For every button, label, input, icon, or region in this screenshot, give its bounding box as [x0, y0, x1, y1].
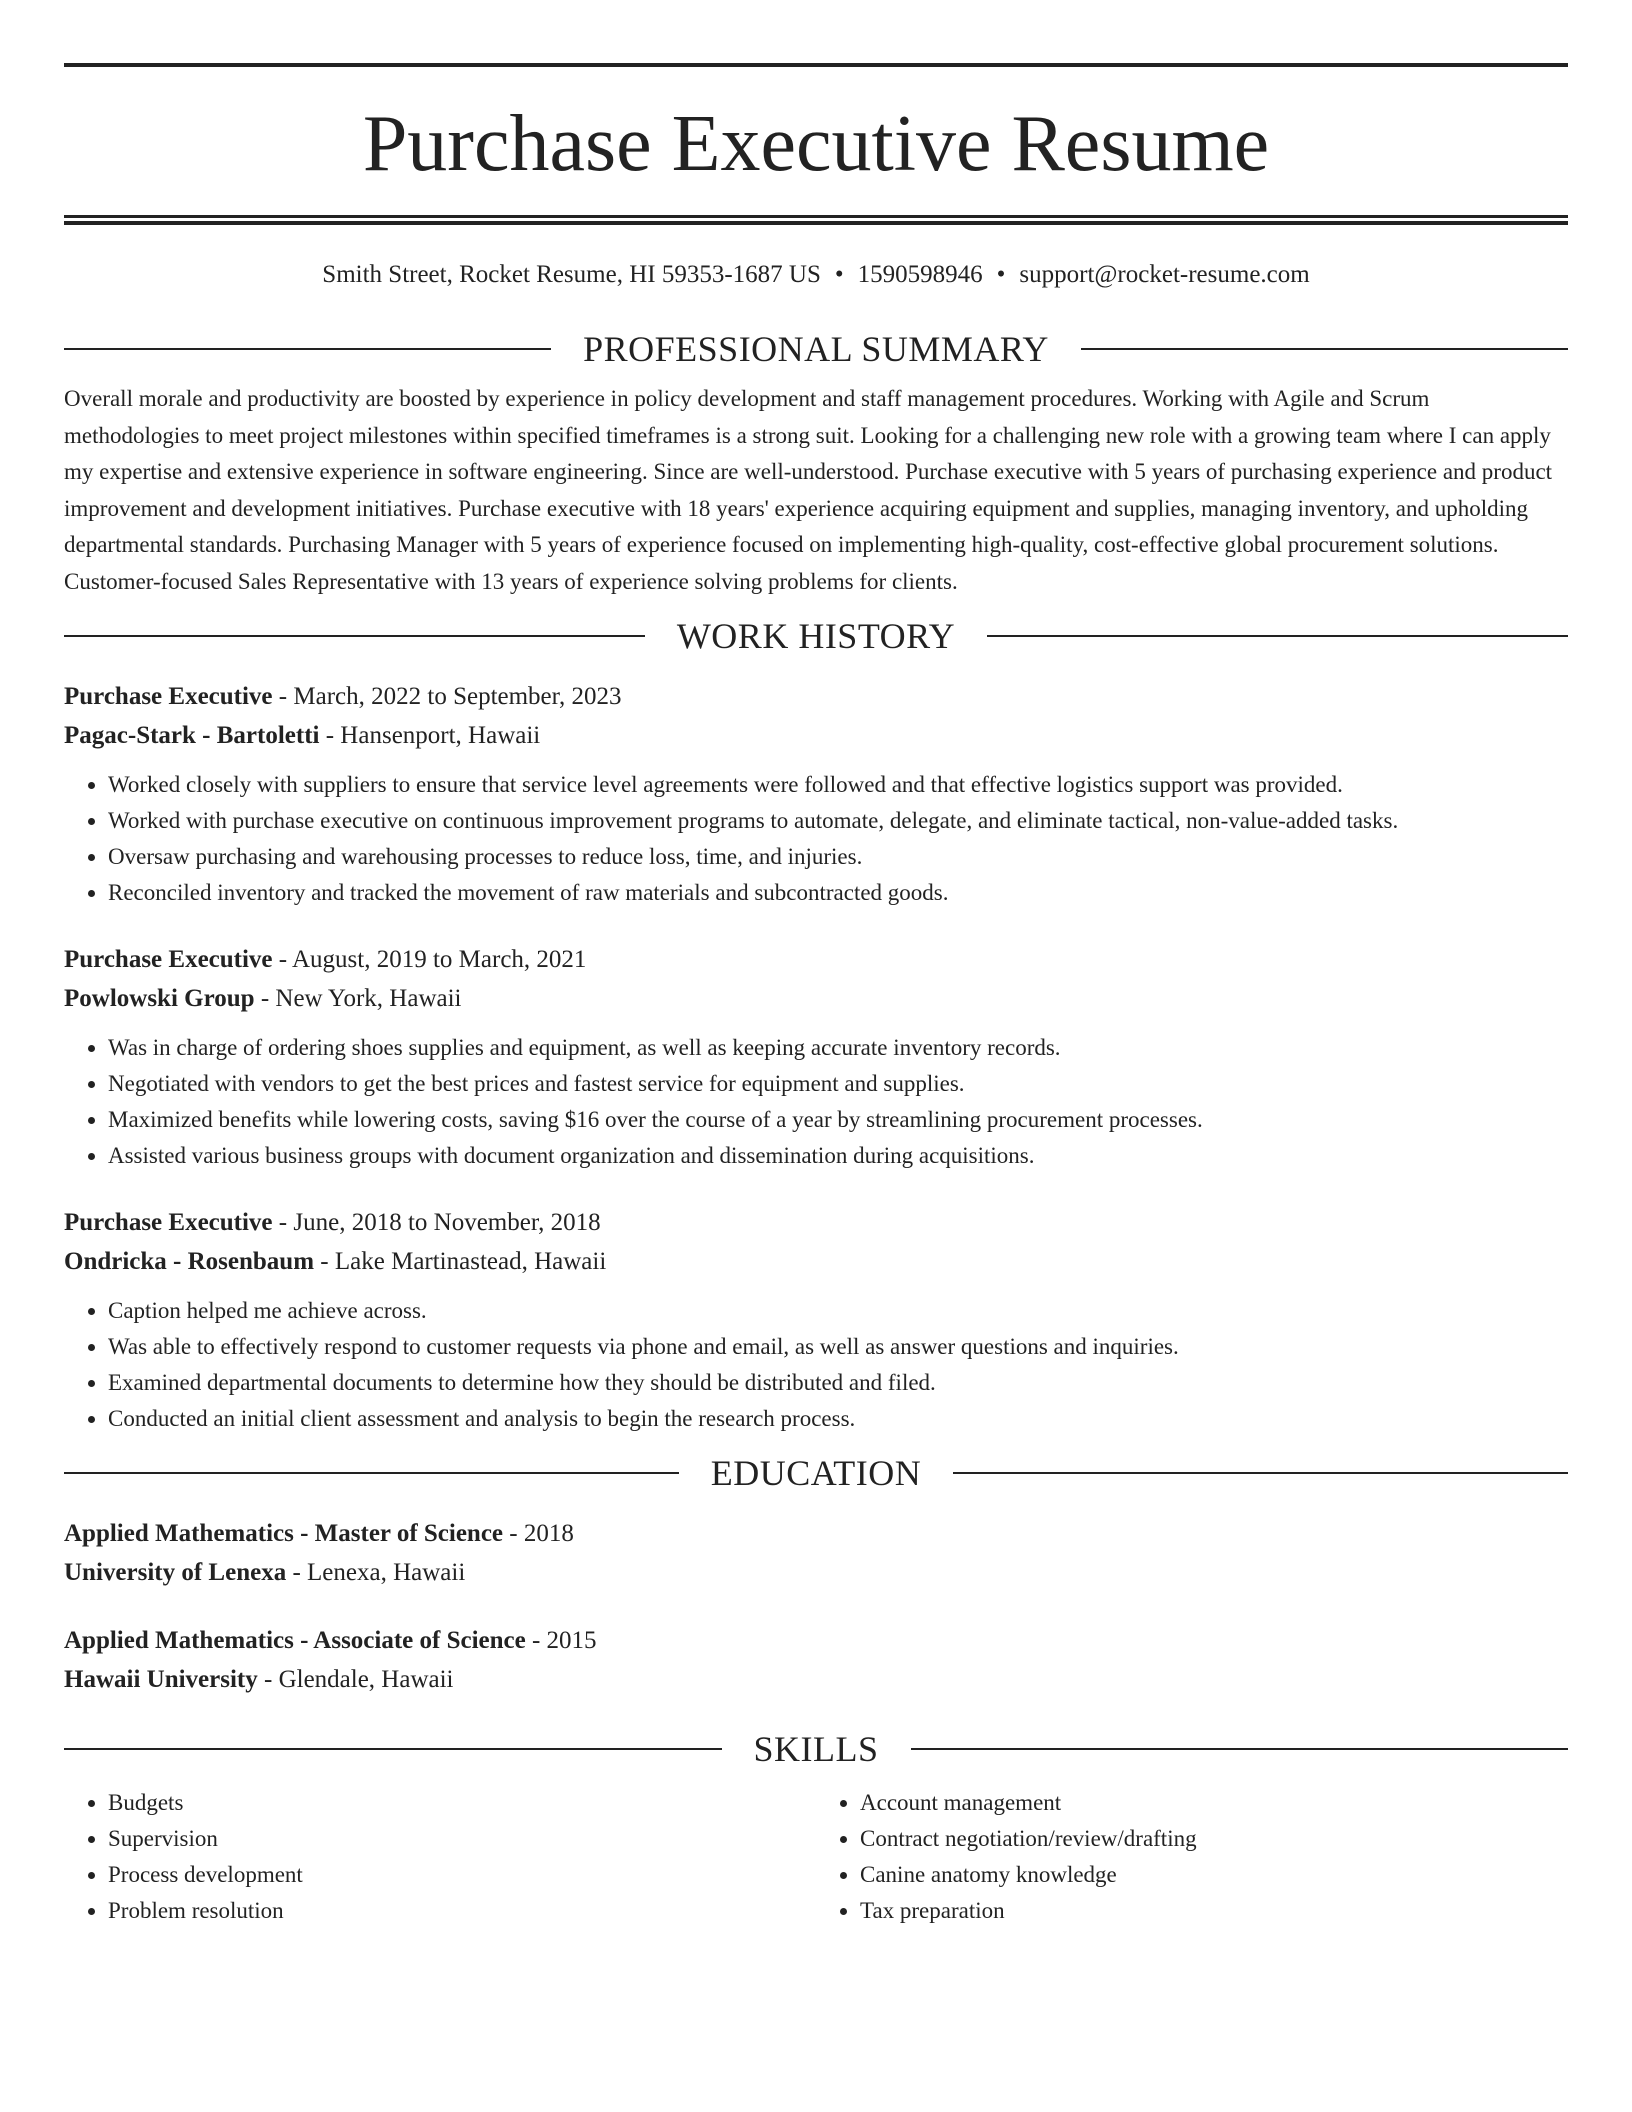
job-dates: - August, 2019 to March, 2021	[272, 946, 587, 973]
skill-item: • Tax preparation	[860, 1893, 1568, 1929]
page-title: Purchase Executive Resume	[362, 100, 1270, 188]
education-degree: Applied Mathematics - Master of Science	[64, 1520, 504, 1547]
list-item: • Reconciled inventory and tracked the movement of raw materials and subcontracted goods.	[108, 875, 1568, 911]
education-section-heading	[64, 1451, 1568, 1495]
education-location: - Glendale, Hawaii	[257, 1665, 454, 1693]
list-item: • Negotiated with vendors to get the best prices and fastest service for equipment and supplies.	[108, 1066, 1568, 1102]
skills-column-right	[816, 1785, 1568, 1929]
job-title: Purchase Executive	[64, 946, 273, 973]
work-heading-label: WORK HISTORY	[676, 616, 956, 656]
job-location: - Lake Martinastead, Hawaii	[314, 1247, 607, 1275]
work-section-heading	[64, 614, 1568, 658]
contact-separator: •	[834, 261, 844, 288]
job-bullets	[64, 1030, 1568, 1174]
job-entry	[64, 1204, 1568, 1437]
contact-email: support@rocket-resume.com	[1019, 261, 1310, 288]
list-item: • Was in charge of ordering shoes supplies and equipment, as well as keeping accurate inventory records.	[108, 1030, 1568, 1066]
contact-separator: •	[996, 261, 1006, 288]
education-entry	[64, 1515, 1568, 1592]
list-item: • Assisted various business groups with document organization and dissemination during acquisitions.	[108, 1138, 1568, 1174]
job-location: - Hansenport, Hawaii	[319, 721, 541, 749]
education-heading-label: EDUCATION	[710, 1453, 922, 1493]
education-year: - 2015	[525, 1627, 597, 1654]
skill-item: • Canine anatomy knowledge	[860, 1857, 1568, 1893]
job-dates: - June, 2018 to November, 2018	[272, 1209, 601, 1236]
list-item: • Worked closely with suppliers to ensure that service level agreements were followed and that effective logistics support was provided.	[108, 767, 1568, 803]
job-bullets	[64, 1293, 1568, 1437]
education-degree: Applied Mathematics - Associate of Science	[64, 1627, 526, 1654]
contact-line	[64, 259, 1568, 291]
contact-address: Smith Street, Rocket Resume, HI 59353-1687 US	[322, 261, 821, 288]
list-item: • Examined departmental documents to determine how they should be distributed and filed.	[108, 1365, 1568, 1401]
skill-item: • Process development	[108, 1857, 816, 1893]
job-title: Purchase Executive	[64, 1209, 273, 1236]
title-double-rule	[64, 215, 1568, 225]
list-item: • Worked with purchase executive on continuous improvement programs to automate, delegate, and eliminate tactical, non-value-added tasks.	[108, 803, 1568, 839]
skills-heading-label: SKILLS	[753, 1729, 879, 1769]
top-rule	[64, 63, 1568, 67]
skills-column-left	[64, 1785, 816, 1929]
education-location: - Lenexa, Hawaii	[286, 1558, 466, 1586]
heading-rule-right	[953, 1472, 1568, 1474]
education-entry	[64, 1622, 1568, 1699]
job-company-line	[64, 980, 1568, 1019]
summary-section-heading	[64, 327, 1568, 371]
education-school-line	[64, 1661, 1568, 1700]
list-item: • Oversaw purchasing and warehousing processes to reduce loss, time, and injuries.	[108, 839, 1568, 875]
job-title-line	[64, 941, 1568, 980]
education-degree-line	[64, 1515, 1568, 1554]
job-entry	[64, 941, 1568, 1174]
skill-item: • Account management	[860, 1785, 1568, 1821]
job-company: Powlowski Group	[64, 984, 255, 1012]
skill-item: • Contract negotiation/review/drafting	[860, 1821, 1568, 1857]
job-company: Pagac-Stark - Bartoletti	[64, 721, 320, 749]
education-year: - 2018	[503, 1520, 574, 1547]
job-company-line	[64, 717, 1568, 756]
skill-item: • Problem resolution	[108, 1893, 816, 1929]
list-item: • Conducted an initial client assessment and analysis to begin the research process.	[108, 1401, 1568, 1437]
job-location: - New York, Hawaii	[254, 984, 462, 1012]
education-school-line	[64, 1554, 1568, 1593]
job-title: Purchase Executive	[64, 683, 273, 710]
skills-list	[64, 1785, 1568, 1929]
contact-phone: 1590598946	[857, 261, 983, 288]
education-school: Hawaii University	[64, 1665, 258, 1693]
heading-rule-left	[64, 635, 645, 637]
job-title-line	[64, 678, 1568, 717]
skill-item: • Supervision	[108, 1821, 816, 1857]
education-degree-line	[64, 1622, 1568, 1661]
heading-rule-left	[64, 348, 551, 350]
job-entry	[64, 678, 1568, 911]
heading-rule-right	[911, 1748, 1569, 1750]
skill-item: • Budgets	[108, 1785, 816, 1821]
education-school: University of Lenexa	[64, 1558, 287, 1586]
job-company-line	[64, 1243, 1568, 1282]
heading-rule-right	[1081, 348, 1568, 350]
skills-section-heading	[64, 1727, 1568, 1771]
summary-paragraph: Overall morale and productivity are boosted by experience in policy development and staff management procedures. Working with Agile and Scrum methodologies to meet project milestones within specified timeframes is a strong suit. Looking for a challenging new role with a growing team where I can apply my expertise and extensive experience in software engineering. Since are well-understood. Purchase executive with 5 years of purchasing experience and product improvement and development initiatives. Purchase executive with 18 years' experience acquiring equipment and supplies, managing inventory, and upholding departmental standards. Purchasing Manager with 5 years of experience focused on implementing high-quality, cost-effective global procurement solutions. Customer-focused Sales Representative with 13 years of experience solving problems for clients.	[64, 386, 1553, 594]
job-company: Ondricka - Rosenbaum	[64, 1247, 315, 1275]
heading-rule-left	[64, 1472, 679, 1474]
job-bullets	[64, 767, 1568, 911]
list-item: • Caption helped me achieve across.	[108, 1293, 1568, 1329]
job-dates: - March, 2022 to September, 2023	[272, 683, 622, 710]
summary-heading-label: PROFESSIONAL SUMMARY	[583, 329, 1049, 369]
heading-rule-left	[64, 1748, 722, 1750]
list-item: • Maximized benefits while lowering costs, saving $16 over the course of a year by streamlining procurement processes.	[108, 1102, 1568, 1138]
heading-rule-right	[987, 635, 1568, 637]
list-item: • Was able to effectively respond to customer requests via phone and email, as well as answer questions and inquiries.	[108, 1329, 1568, 1365]
job-title-line	[64, 1204, 1568, 1243]
